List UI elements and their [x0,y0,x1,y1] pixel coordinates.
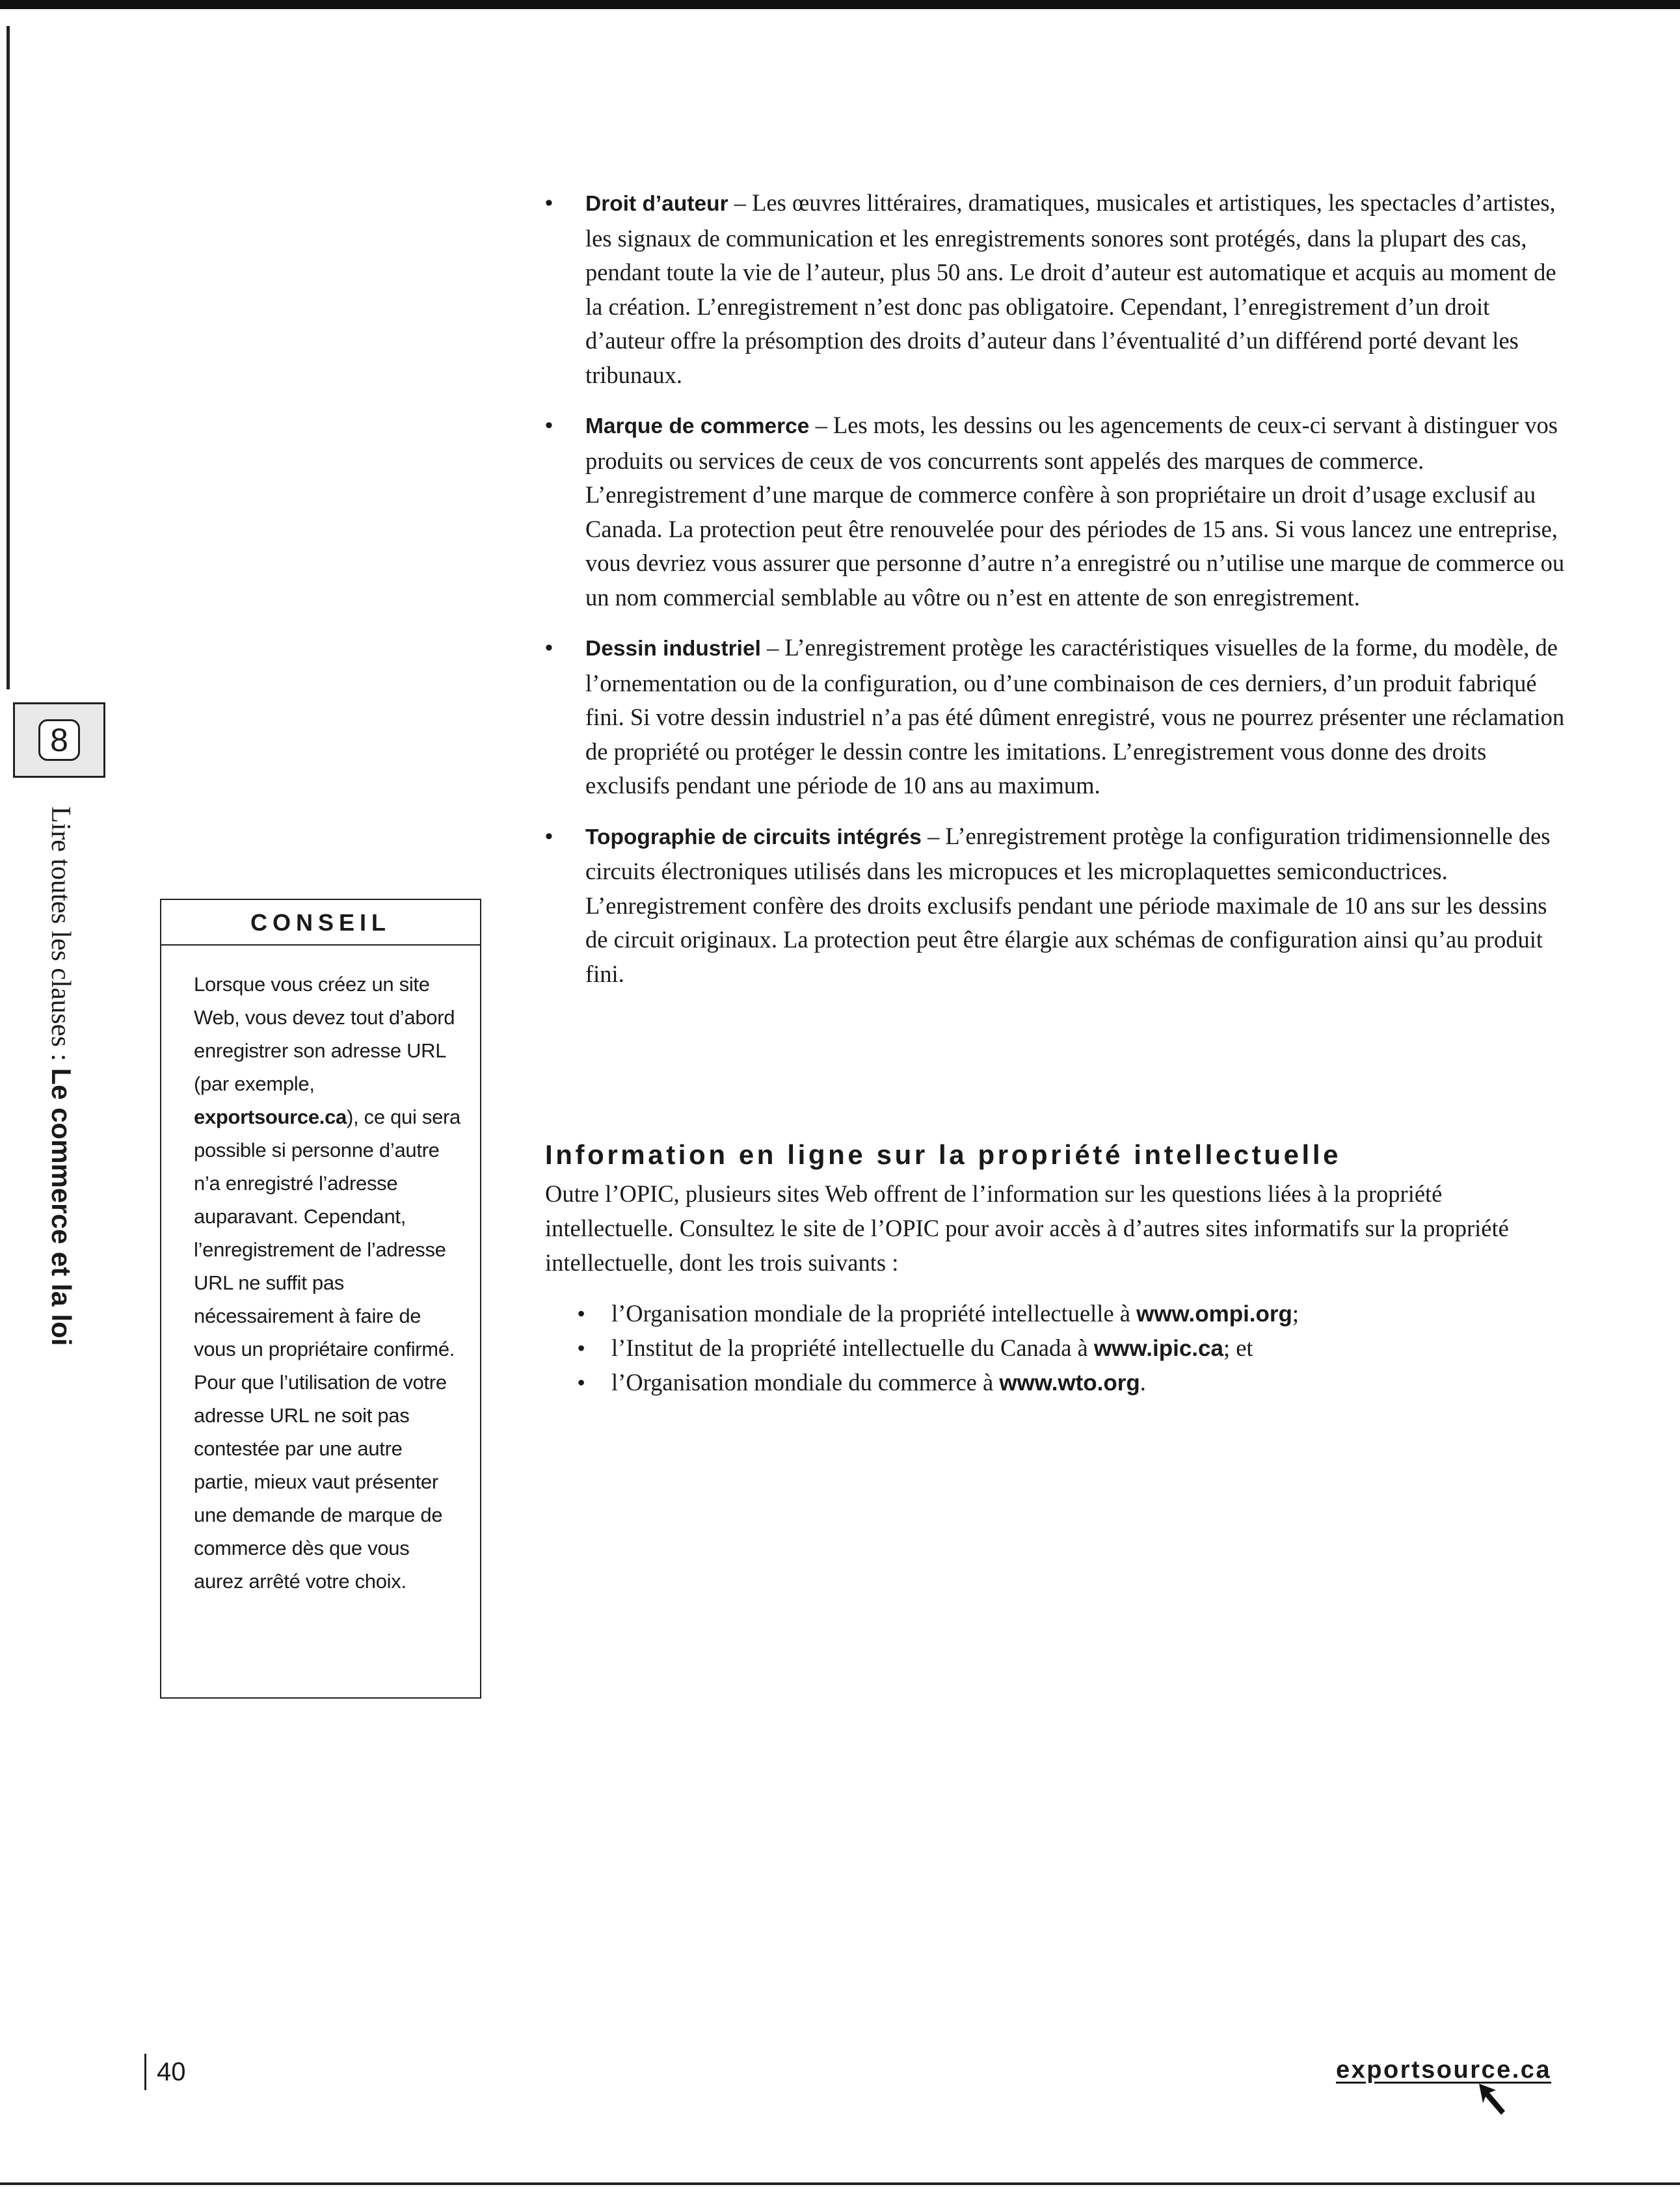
list-item [545,819,1566,992]
list-item [545,186,1566,392]
chapter-title-lead: Lire toutes les clauses : [46,806,75,1068]
list-item [545,631,1566,803]
chapter-running-title [45,806,77,1346]
tip-sidebar-box [160,899,481,1699]
section-intro: Outre l’OPIC, plusieurs sites Web offrent de l’information sur les questions liées à la propriété intellectuelle. Consultez le site de l’OPIC pour avoir accès à d’autres sites informatifs sur la propriété intellectuelle, dont les trois suivants : [545,1180,1509,1276]
bullet-icon: • [578,1302,585,1325]
list-item [545,408,1566,615]
bottom-border-rule [0,2182,1680,2185]
link-suffix: ; [1292,1300,1300,1327]
ompi-link[interactable]: www.ompi.org [1136,1301,1292,1327]
wto-link[interactable]: www.wto.org [999,1370,1140,1396]
list-item-text: – L’enregistrement protège les caractéristiques visuelles de la forme, du modèle, de l’ornementation ou de la configuration, ou d’une combinaison de ces derniers, d’un produit fabriqué fini. Si votre dessin industriel n’a pas été dûment enregistré, vous ne pourrez présenter une réclamation de propriété ou protéger le dessin contre les imitations. L’enregistrement vous donne des droits exclusifs pendant une période de 10 ans au maximum. [585,634,1565,799]
left-margin-rule [7,26,10,689]
chapter-badge [13,702,105,778]
link-suffix: . [1140,1369,1146,1396]
top-border-rule [0,0,1680,9]
list-item-term: Marque de commerce [585,414,810,438]
list-item-text: – L’enregistrement protège la configuration tridimensionnelle des circuits électroniques utilisés dans les micropuces et les microplaquettes semiconductrices. L’enregistrement confère des droits exclusifs pendant une période maximale de 10 ans sur les dessins de circuit originaux. La protection peut être élargie aux schémas de configuration ainsi qu’au produit fini. [585,822,1551,987]
chapter-number: 8 [38,719,80,761]
ip-websites-list [578,1297,1553,1400]
link-description: l’Organisation mondiale de la propriété intellectuelle à [611,1300,1137,1327]
tip-body [161,946,480,1598]
list-item-term: Dessin industriel [585,637,761,661]
ip-types-list [545,186,1566,1007]
tip-example-url: exportsource.ca [194,1106,347,1128]
bullet-icon: • [545,191,553,215]
tip-text-before: Lorsque vous créez un site Web, vous devez tout d’abord enregistrer son adresse URL (par exemple, [194,973,455,1095]
bullet-icon: • [578,1336,585,1360]
list-item-text: – Les mots, les dessins ou les agencements de ceux-ci servant à distinguer vos produits ou services de ceux de vos concurrents sont appelés des marques de commerce. L’enregistrement d’une marque de commerce confère à son propriétaire un droit d’usage exclusif au Canada. La protection peut être renouvelée pour des périodes de 15 ans. Si vous lancez une entreprise, vous devriez vous assurer que personne d’autre n’a enregistré ou n’utilise une marque de commerce ou un nom commercial semblable au vôtre ou n’est en attente de son enregistrement. [585,412,1565,611]
footer-site-link[interactable]: exportsource.ca [1336,2056,1552,2084]
bullet-icon: • [545,635,553,660]
mouse-pointer-icon [1476,2081,1515,2120]
bullet-icon: • [545,413,553,438]
link-description: l’Organisation mondiale du commerce à [611,1369,1000,1396]
tip-text-after: ), ce qui sera possible si personne d’autre n’a enregistré l’adresse auparavant. Cependant, l’enregistrement de l’adresse URL ne suffit pas nécessairement à faire de vous un propriétaire confirmé. Pour que l’utilisation de votre adresse URL ne soit pas contestée par une autre partie, mieux vaut présenter une demande de marque de commerce dès que vous aurez arrêté votre choix. [194,1106,460,1593]
section-heading: Information en ligne sur la propriété intellectuelle [545,1139,1342,1170]
link-description: l’Institut de la propriété intellectuelle du Canada à [611,1334,1094,1361]
link-suffix: ; et [1223,1334,1253,1361]
page-number: 40 [144,2054,186,2090]
bullet-icon: • [578,1371,585,1394]
list-item [578,1297,1553,1331]
bullet-icon: • [545,823,553,849]
list-item-term: Droit d’auteur [585,192,728,216]
list-item [578,1366,1553,1400]
ipic-link[interactable]: www.ipic.ca [1093,1336,1223,1361]
list-item-term: Topographie de circuits intégrés [585,825,922,849]
list-item [578,1331,1553,1366]
list-item-text: – Les œuvres littéraires, dramatiques, musicales et artistiques, les spectacles d’artistes, les signaux de communication et les enregistrements sonores sont protégés, dans la plupart des cas, pendant toute la vie de l’auteur, plus 50 ans. Le droit d’auteur est automatique et acquis au moment de la création. L’enregistrement n’est donc pas obligatoire. Cependant, l’enregistrement d’un droit d’auteur offre la présomption des droits d’auteur dans l’éventualité d’un différend porté devant les tribunaux. [585,189,1556,388]
tip-title: CONSEIL [161,900,480,946]
chapter-title-bold: Le commerce et la loi [46,1068,77,1346]
